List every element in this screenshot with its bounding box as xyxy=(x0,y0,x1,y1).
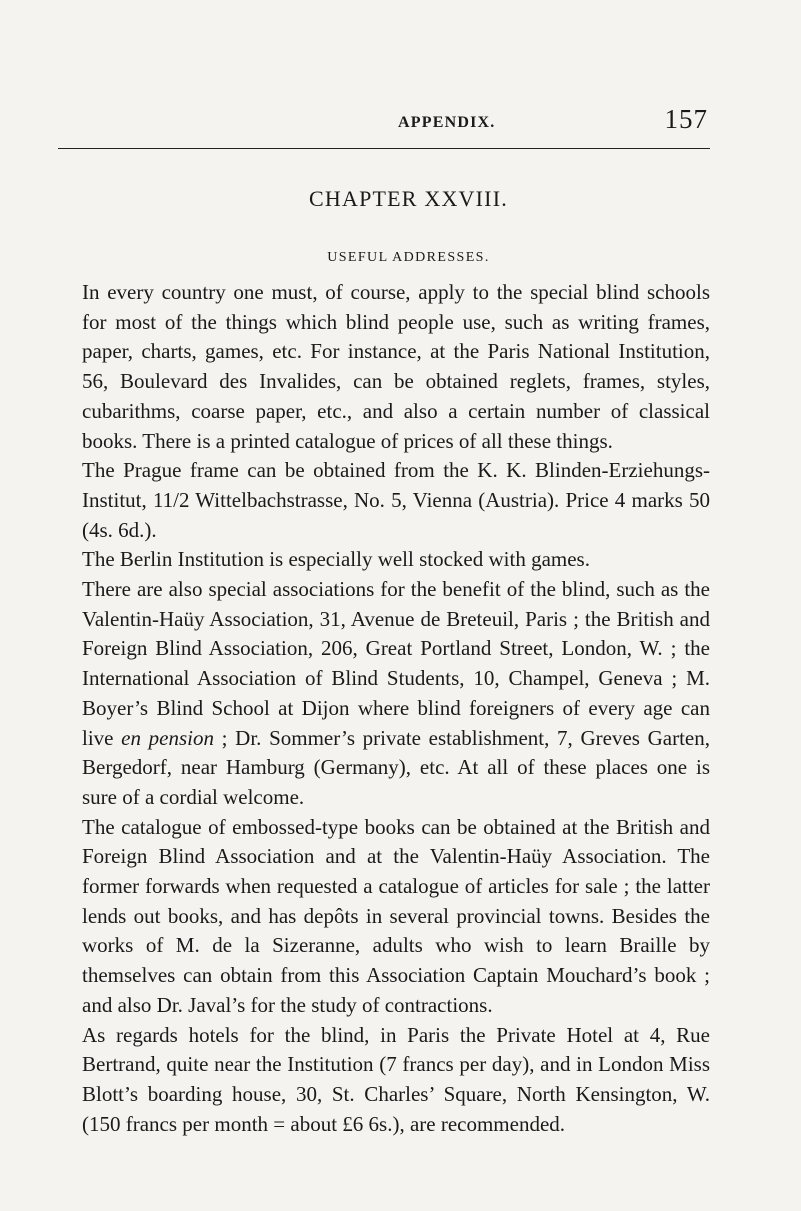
paragraph-4-part-b: ; Dr. Sommer’s private establishment, 7, Greves Garten, Bergedorf, near Hamburg (Germany), etc. At all of these places one is sure of a cordial welcome. xyxy=(82,725,710,809)
page-number: 157 xyxy=(664,104,708,134)
paragraph-5: The catalogue of embossed-type books can be obtained at the British and Foreign Blind Association and at the Valentin-Haüy Association. The former forwards when requested a catalogue of articles for sale ; the latter lends out books, and has depôts in several provincial towns. Besides the works of M. de la Sizeranne, adults who wish to learn Braille by themselves can obtain from this Association Captain Mouchard’s book ; and also Dr. Javal’s for the study of contractions. xyxy=(82,814,710,1017)
paragraph-3: The Berlin Institution is especially well stocked with games. xyxy=(82,547,590,572)
header-rule xyxy=(58,148,710,149)
running-header-title: APPENDIX. xyxy=(398,114,496,131)
running-header xyxy=(58,104,708,148)
paragraph-4-part-a: There are also special associations for the benefit of the blind, such as the Valentin-Haüy Association, 31, Avenue de Breteuil, Paris ; the British and Foreign Blind Association, 206, Great Portland Street, London, W. ; the International Association of Blind Students, 10, Champel, Geneva ; M. Boyer’s Blind School at Dijon where blind foreigners of every age can live xyxy=(82,577,710,750)
paragraph-2: The Prague frame can be obtained from the K. K. Blinden-Erziehungs-Institut, 11/2 Wittelbachstrasse, No. 5, Vienna (Austria). Price 4 marks 50 (4s. 6d.). xyxy=(82,458,710,542)
body-text xyxy=(82,278,710,1139)
section-title: USEFUL ADDRESSES. xyxy=(327,250,490,265)
chapter-title: CHAPTER XXVIII. xyxy=(309,186,508,211)
paragraph-1: In every country one must, of course, apply to the special blind schools for most of the things which blind people use, such as writing frames, paper, charts, games, etc. For instance, at the Paris National Institution, 56, Boulevard des Invalides, can be obtained reglets, frames, styles, cubarithms, coarse paper, etc., and also a certain number of classical books. There is a printed catalogue of prices of all these things. xyxy=(82,280,710,453)
paragraph-4-italic: en pension xyxy=(121,725,214,750)
paragraph-4 xyxy=(82,575,710,813)
paragraph-6: As regards hotels for the blind, in Paris the Private Hotel at 4, Rue Bertrand, quite near the Institution (7 francs per day), and in London Miss Blott’s boarding house, 30, St. Charles’ Square, North Kensington, W. (150 francs per month = about £6 6s.), are recommended. xyxy=(82,1022,710,1136)
